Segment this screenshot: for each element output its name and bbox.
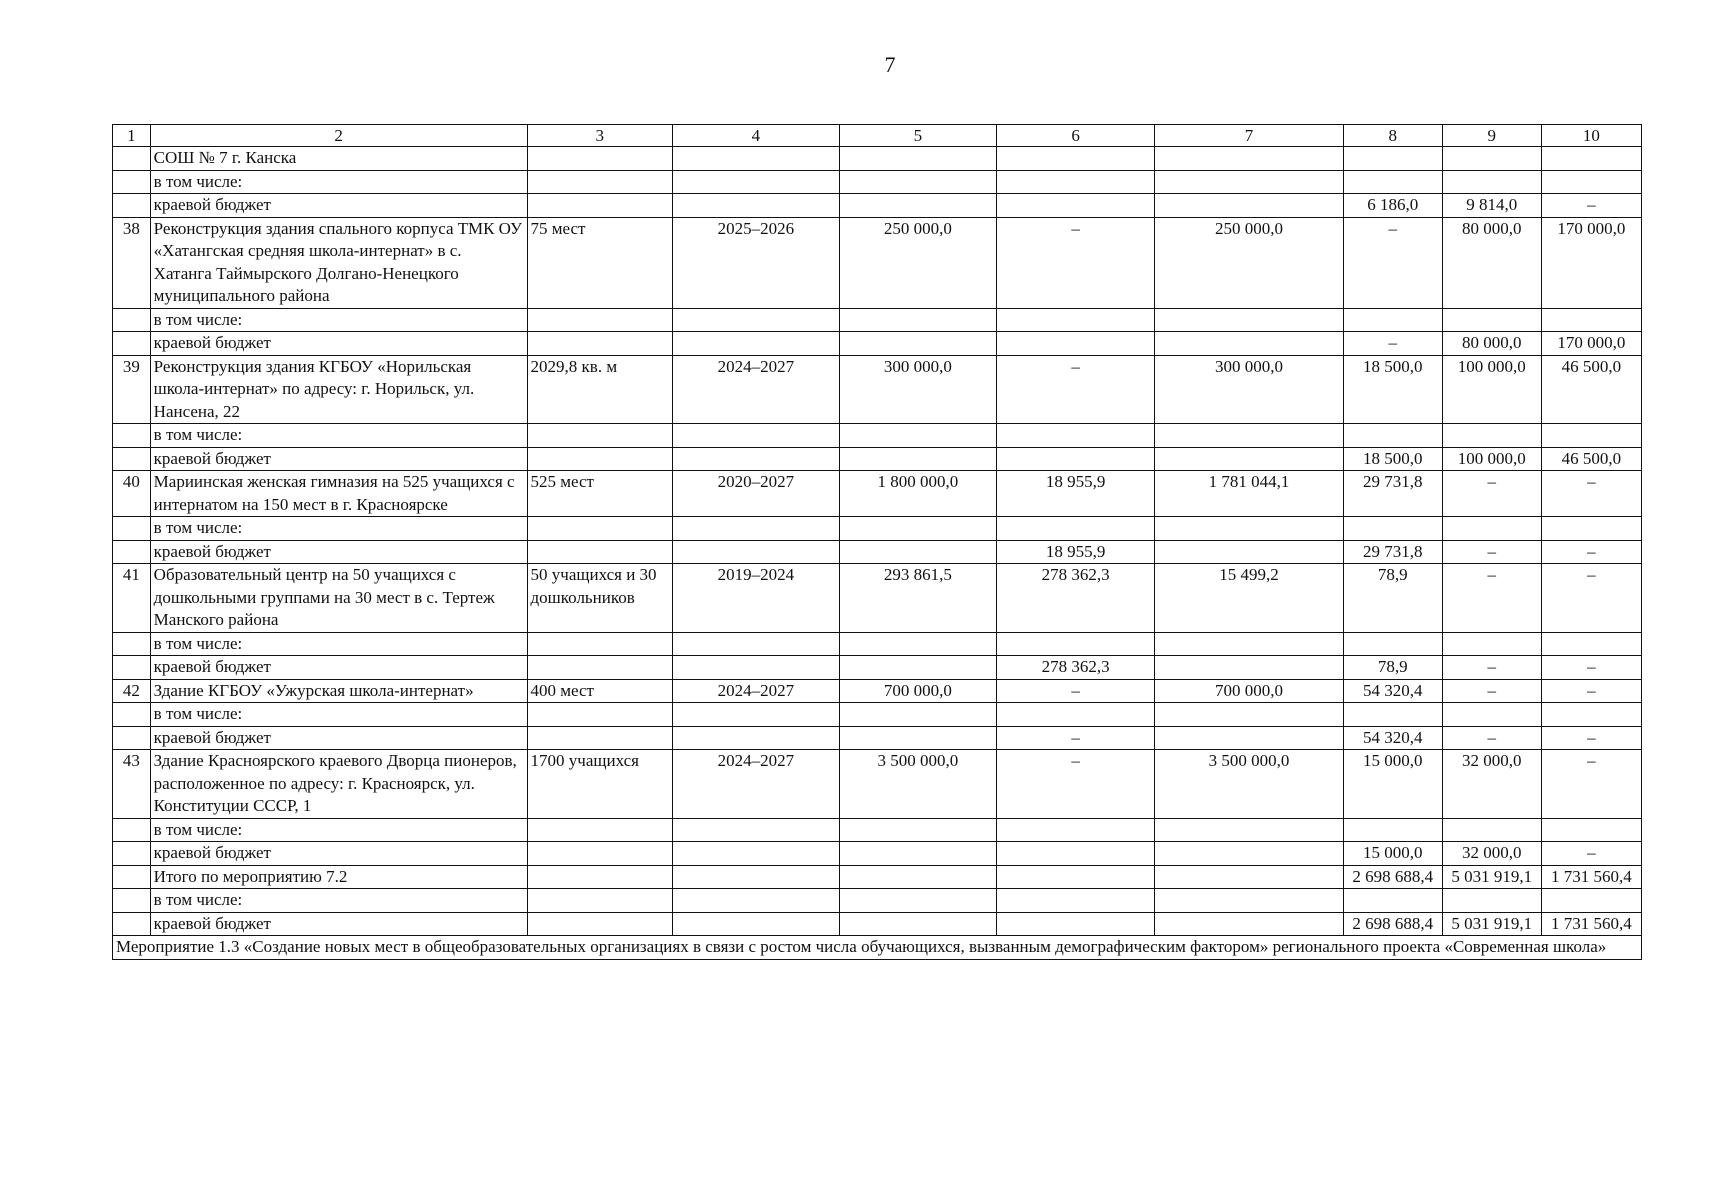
cell-year-8: 78,9 <box>1343 656 1442 680</box>
cell-capacity <box>527 540 672 564</box>
cell-total-cost <box>839 912 996 936</box>
cell-total-cost: 293 861,5 <box>839 564 996 633</box>
cell-spent-before: – <box>996 355 1154 424</box>
cell-capacity <box>527 447 672 471</box>
cell-period: 2024–2027 <box>672 679 839 703</box>
cell-year-10: 1 731 560,4 <box>1541 912 1641 936</box>
cell-capacity <box>527 703 672 727</box>
cell-capacity: 2029,8 кв. м <box>527 355 672 424</box>
cell-name: в том числе: <box>150 517 527 541</box>
cell-total-cost: 250 000,0 <box>839 217 996 308</box>
cell-capacity <box>527 842 672 866</box>
cell-year-8 <box>1343 424 1442 448</box>
table-row <box>113 632 1642 656</box>
cell-capacity <box>527 818 672 842</box>
cell-year-8: 15 000,0 <box>1343 750 1442 819</box>
cell-year-9: 32 000,0 <box>1442 750 1541 819</box>
cell-year-8: 54 320,4 <box>1343 679 1442 703</box>
cell-num: 39 <box>113 355 151 424</box>
cell-year-8: – <box>1343 217 1442 308</box>
cell-year-8: 18 500,0 <box>1343 447 1442 471</box>
cell-period <box>672 308 839 332</box>
cell-year-9 <box>1442 889 1541 913</box>
column-header-spent-before: 6 <box>996 125 1154 147</box>
cell-year-9: 100 000,0 <box>1442 355 1541 424</box>
cell-remaining: 3 500 000,0 <box>1155 750 1343 819</box>
cell-year-10 <box>1541 703 1641 727</box>
cell-year-10 <box>1541 517 1641 541</box>
cell-name: СОШ № 7 г. Канска <box>150 147 527 171</box>
cell-year-8: – <box>1343 332 1442 356</box>
cell-spent-before <box>996 147 1154 171</box>
table-row <box>113 517 1642 541</box>
column-header-period: 4 <box>672 125 839 147</box>
cell-period <box>672 818 839 842</box>
cell-spent-before <box>996 632 1154 656</box>
cell-total-cost: 1 800 000,0 <box>839 471 996 517</box>
cell-year-8 <box>1343 703 1442 727</box>
cell-num <box>113 194 151 218</box>
cell-spent-before <box>996 889 1154 913</box>
cell-year-8: 6 186,0 <box>1343 194 1442 218</box>
cell-year-8 <box>1343 170 1442 194</box>
cell-remaining <box>1155 194 1343 218</box>
cell-year-8: 2 698 688,4 <box>1343 865 1442 889</box>
cell-period <box>672 842 839 866</box>
cell-remaining <box>1155 540 1343 564</box>
cell-year-10: – <box>1541 750 1641 819</box>
column-header-num: 1 <box>113 125 151 147</box>
cell-remaining <box>1155 842 1343 866</box>
cell-name: в том числе: <box>150 703 527 727</box>
cell-name: Реконструкция здания спального корпуса ТМК ОУ «Хатангская средняя школа-интернат» в с. Хатанга Таймырского Долгано-Ненецкого муниципального района <box>150 217 527 308</box>
cell-spent-before: 278 362,3 <box>996 656 1154 680</box>
cell-total-cost <box>839 517 996 541</box>
table-row <box>113 656 1642 680</box>
table-row-item <box>113 750 1642 819</box>
cell-total-cost <box>839 656 996 680</box>
cell-year-10: 46 500,0 <box>1541 355 1641 424</box>
column-header-year-9: 9 <box>1442 125 1541 147</box>
cell-spent-before: – <box>996 726 1154 750</box>
cell-spent-before <box>996 308 1154 332</box>
cell-remaining <box>1155 517 1343 541</box>
cell-year-9 <box>1442 308 1541 332</box>
cell-spent-before <box>996 842 1154 866</box>
cell-year-9: 5 031 919,1 <box>1442 865 1541 889</box>
cell-total-cost <box>839 726 996 750</box>
cell-num <box>113 632 151 656</box>
cell-remaining <box>1155 632 1343 656</box>
cell-num <box>113 170 151 194</box>
column-header-total-cost: 5 <box>839 125 996 147</box>
cell-capacity <box>527 332 672 356</box>
cell-period <box>672 517 839 541</box>
cell-name: в том числе: <box>150 424 527 448</box>
cell-year-9: – <box>1442 726 1541 750</box>
cell-name: краевой бюджет <box>150 540 527 564</box>
cell-name: краевой бюджет <box>150 726 527 750</box>
cell-remaining <box>1155 889 1343 913</box>
cell-year-9: 32 000,0 <box>1442 842 1541 866</box>
cell-name: Реконструкция здания КГБОУ «Норильская школа-интернат» по адресу: г. Норильск, ул. Нансена, 22 <box>150 355 527 424</box>
cell-capacity <box>527 517 672 541</box>
cell-spent-before: 18 955,9 <box>996 471 1154 517</box>
cell-total-cost <box>839 540 996 564</box>
cell-period <box>672 632 839 656</box>
cell-spent-before: – <box>996 217 1154 308</box>
cell-year-8 <box>1343 517 1442 541</box>
cell-period <box>672 447 839 471</box>
table-row <box>113 726 1642 750</box>
cell-year-10: – <box>1541 656 1641 680</box>
cell-capacity: 1700 учащихся <box>527 750 672 819</box>
cell-year-9 <box>1442 147 1541 171</box>
cell-period <box>672 332 839 356</box>
cell-year-10: 1 731 560,4 <box>1541 865 1641 889</box>
cell-period <box>672 424 839 448</box>
cell-remaining <box>1155 424 1343 448</box>
cell-num <box>113 447 151 471</box>
cell-total-cost <box>839 194 996 218</box>
cell-period <box>672 656 839 680</box>
table-row <box>113 540 1642 564</box>
cell-name: в том числе: <box>150 170 527 194</box>
cell-year-10 <box>1541 818 1641 842</box>
cell-name: краевой бюджет <box>150 656 527 680</box>
cell-year-8: 78,9 <box>1343 564 1442 633</box>
cell-remaining <box>1155 447 1343 471</box>
cell-capacity <box>527 889 672 913</box>
cell-year-10 <box>1541 147 1641 171</box>
cell-capacity <box>527 865 672 889</box>
cell-year-8 <box>1343 308 1442 332</box>
cell-num <box>113 540 151 564</box>
cell-year-9 <box>1442 818 1541 842</box>
table-row <box>113 842 1642 866</box>
cell-spent-before: 278 362,3 <box>996 564 1154 633</box>
cell-name: краевой бюджет <box>150 332 527 356</box>
cell-name: в том числе: <box>150 308 527 332</box>
column-header-year-10: 10 <box>1541 125 1641 147</box>
column-header-capacity: 3 <box>527 125 672 147</box>
cell-total-cost <box>839 170 996 194</box>
cell-year-9: 5 031 919,1 <box>1442 912 1541 936</box>
cell-num: 40 <box>113 471 151 517</box>
table-row <box>113 424 1642 448</box>
cell-num <box>113 865 151 889</box>
cell-name: Образовательный центр на 50 учащихся с дошкольными группами на 30 мест в с. Тертеж Манского района <box>150 564 527 633</box>
cell-total-cost: 700 000,0 <box>839 679 996 703</box>
cell-remaining: 250 000,0 <box>1155 217 1343 308</box>
cell-remaining <box>1155 656 1343 680</box>
cell-period <box>672 865 839 889</box>
cell-year-9 <box>1442 170 1541 194</box>
cell-name: Мариинская женская гимназия на 525 учащихся с интернатом на 150 мест в г. Красноярске <box>150 471 527 517</box>
cell-capacity <box>527 147 672 171</box>
cell-num <box>113 332 151 356</box>
cell-remaining <box>1155 170 1343 194</box>
table-row <box>113 889 1642 913</box>
cell-remaining: 1 781 044,1 <box>1155 471 1343 517</box>
cell-remaining <box>1155 865 1343 889</box>
cell-name: в том числе: <box>150 632 527 656</box>
cell-num: 38 <box>113 217 151 308</box>
cell-capacity <box>527 194 672 218</box>
cell-num <box>113 889 151 913</box>
cell-year-8: 18 500,0 <box>1343 355 1442 424</box>
footer-note: Мероприятие 1.3 «Создание новых мест в общеобразовательных организациях в связи с ростом числа обучающихся, вызванным демографическим фактором» регионального проекта «Современная школа» <box>113 936 1642 960</box>
cell-year-10: – <box>1541 679 1641 703</box>
cell-num: 41 <box>113 564 151 633</box>
cell-capacity: 50 учащихся и 30 дошкольников <box>527 564 672 633</box>
cell-num <box>113 912 151 936</box>
cell-year-8: 29 731,8 <box>1343 471 1442 517</box>
cell-total-cost: 300 000,0 <box>839 355 996 424</box>
cell-name: краевой бюджет <box>150 842 527 866</box>
table-header-row <box>113 125 1642 147</box>
cell-year-10: – <box>1541 726 1641 750</box>
cell-period: 2024–2027 <box>672 750 839 819</box>
cell-spent-before: – <box>996 750 1154 819</box>
table-row <box>113 865 1642 889</box>
cell-spent-before: – <box>996 679 1154 703</box>
cell-remaining <box>1155 332 1343 356</box>
cell-year-9: 80 000,0 <box>1442 332 1541 356</box>
cell-year-9 <box>1442 703 1541 727</box>
cell-num <box>113 842 151 866</box>
cell-period: 2024–2027 <box>672 355 839 424</box>
cell-year-10: – <box>1541 540 1641 564</box>
column-header-name: 2 <box>150 125 527 147</box>
cell-name: в том числе: <box>150 889 527 913</box>
cell-num <box>113 308 151 332</box>
cell-num: 43 <box>113 750 151 819</box>
cell-year-9: – <box>1442 679 1541 703</box>
cell-year-8 <box>1343 147 1442 171</box>
cell-year-9: 100 000,0 <box>1442 447 1541 471</box>
table-row <box>113 332 1642 356</box>
table-row <box>113 818 1642 842</box>
table-row <box>113 147 1642 171</box>
cell-capacity <box>527 308 672 332</box>
cell-capacity: 400 мест <box>527 679 672 703</box>
cell-year-9: – <box>1442 540 1541 564</box>
cell-name: в том числе: <box>150 818 527 842</box>
table-row-item <box>113 564 1642 633</box>
cell-year-10 <box>1541 308 1641 332</box>
cell-year-9: – <box>1442 656 1541 680</box>
column-header-remaining: 7 <box>1155 125 1343 147</box>
cell-spent-before <box>996 424 1154 448</box>
cell-remaining: 700 000,0 <box>1155 679 1343 703</box>
table-row <box>113 308 1642 332</box>
cell-spent-before <box>996 447 1154 471</box>
cell-name: Здание Красноярского краевого Дворца пионеров, расположенное по адресу: г. Красноярск, ул. Конституции СССР, 1 <box>150 750 527 819</box>
cell-year-10: – <box>1541 564 1641 633</box>
column-header-year-8: 8 <box>1343 125 1442 147</box>
cell-name: краевой бюджет <box>150 912 527 936</box>
cell-capacity <box>527 424 672 448</box>
cell-spent-before: 18 955,9 <box>996 540 1154 564</box>
cell-period: 2019–2024 <box>672 564 839 633</box>
table-row <box>113 170 1642 194</box>
cell-capacity: 525 мест <box>527 471 672 517</box>
table-row-item <box>113 471 1642 517</box>
cell-spent-before <box>996 703 1154 727</box>
cell-total-cost <box>839 332 996 356</box>
cell-year-10: 170 000,0 <box>1541 332 1641 356</box>
table-row <box>113 703 1642 727</box>
cell-year-9 <box>1442 424 1541 448</box>
cell-year-8: 15 000,0 <box>1343 842 1442 866</box>
cell-period <box>672 912 839 936</box>
cell-capacity <box>527 632 672 656</box>
cell-spent-before <box>996 865 1154 889</box>
cell-num <box>113 424 151 448</box>
table-row <box>113 447 1642 471</box>
cell-total-cost <box>839 703 996 727</box>
cell-name: Здание КГБОУ «Ужурская школа-интернат» <box>150 679 527 703</box>
cell-name: краевой бюджет <box>150 194 527 218</box>
cell-name: Итого по мероприятию 7.2 <box>150 865 527 889</box>
cell-num: 42 <box>113 679 151 703</box>
cell-spent-before <box>996 912 1154 936</box>
cell-total-cost <box>839 632 996 656</box>
cell-year-8: 29 731,8 <box>1343 540 1442 564</box>
cell-spent-before <box>996 332 1154 356</box>
cell-period <box>672 170 839 194</box>
cell-capacity <box>527 170 672 194</box>
table-row <box>113 912 1642 936</box>
cell-total-cost <box>839 889 996 913</box>
cell-remaining <box>1155 147 1343 171</box>
cell-period <box>672 540 839 564</box>
cell-remaining <box>1155 912 1343 936</box>
cell-num <box>113 517 151 541</box>
table-row <box>113 194 1642 218</box>
cell-total-cost <box>839 865 996 889</box>
cell-spent-before <box>996 194 1154 218</box>
cell-num <box>113 656 151 680</box>
cell-spent-before <box>996 818 1154 842</box>
cell-period <box>672 194 839 218</box>
cell-year-9: – <box>1442 564 1541 633</box>
cell-period <box>672 703 839 727</box>
cell-year-10 <box>1541 424 1641 448</box>
cell-year-10: – <box>1541 194 1641 218</box>
page-number: 7 <box>884 52 896 77</box>
cell-remaining <box>1155 726 1343 750</box>
cell-year-9 <box>1442 632 1541 656</box>
cell-spent-before <box>996 517 1154 541</box>
cell-num <box>113 726 151 750</box>
cell-year-10 <box>1541 170 1641 194</box>
table-row-item <box>113 679 1642 703</box>
cell-capacity <box>527 726 672 750</box>
cell-total-cost <box>839 842 996 866</box>
cell-name: краевой бюджет <box>150 447 527 471</box>
cell-capacity: 75 мест <box>527 217 672 308</box>
cell-year-10: – <box>1541 471 1641 517</box>
cell-period <box>672 889 839 913</box>
cell-total-cost <box>839 447 996 471</box>
cell-year-8 <box>1343 889 1442 913</box>
cell-remaining <box>1155 703 1343 727</box>
cell-total-cost <box>839 818 996 842</box>
cell-year-8: 54 320,4 <box>1343 726 1442 750</box>
cell-total-cost <box>839 308 996 332</box>
cell-total-cost <box>839 147 996 171</box>
cell-year-10: – <box>1541 842 1641 866</box>
cell-remaining <box>1155 308 1343 332</box>
table-row-item <box>113 217 1642 308</box>
cell-capacity <box>527 912 672 936</box>
cell-num <box>113 703 151 727</box>
cell-year-10: 46 500,0 <box>1541 447 1641 471</box>
cell-year-10 <box>1541 889 1641 913</box>
cell-remaining: 300 000,0 <box>1155 355 1343 424</box>
cell-capacity <box>527 656 672 680</box>
cell-period: 2020–2027 <box>672 471 839 517</box>
cell-year-8 <box>1343 632 1442 656</box>
cell-year-10: 170 000,0 <box>1541 217 1641 308</box>
cell-period <box>672 147 839 171</box>
cell-remaining <box>1155 818 1343 842</box>
table-row-item <box>113 355 1642 424</box>
cell-year-9: 9 814,0 <box>1442 194 1541 218</box>
cell-year-9: – <box>1442 471 1541 517</box>
cell-remaining: 15 499,2 <box>1155 564 1343 633</box>
cell-num <box>113 147 151 171</box>
cell-year-9 <box>1442 517 1541 541</box>
cell-period <box>672 726 839 750</box>
budget-table <box>112 124 1642 960</box>
cell-num <box>113 818 151 842</box>
cell-spent-before <box>996 170 1154 194</box>
table-row-footer-note <box>113 936 1642 960</box>
cell-total-cost <box>839 424 996 448</box>
cell-period: 2025–2026 <box>672 217 839 308</box>
cell-year-8: 2 698 688,4 <box>1343 912 1442 936</box>
cell-year-10 <box>1541 632 1641 656</box>
cell-total-cost: 3 500 000,0 <box>839 750 996 819</box>
cell-year-9: 80 000,0 <box>1442 217 1541 308</box>
cell-year-8 <box>1343 818 1442 842</box>
